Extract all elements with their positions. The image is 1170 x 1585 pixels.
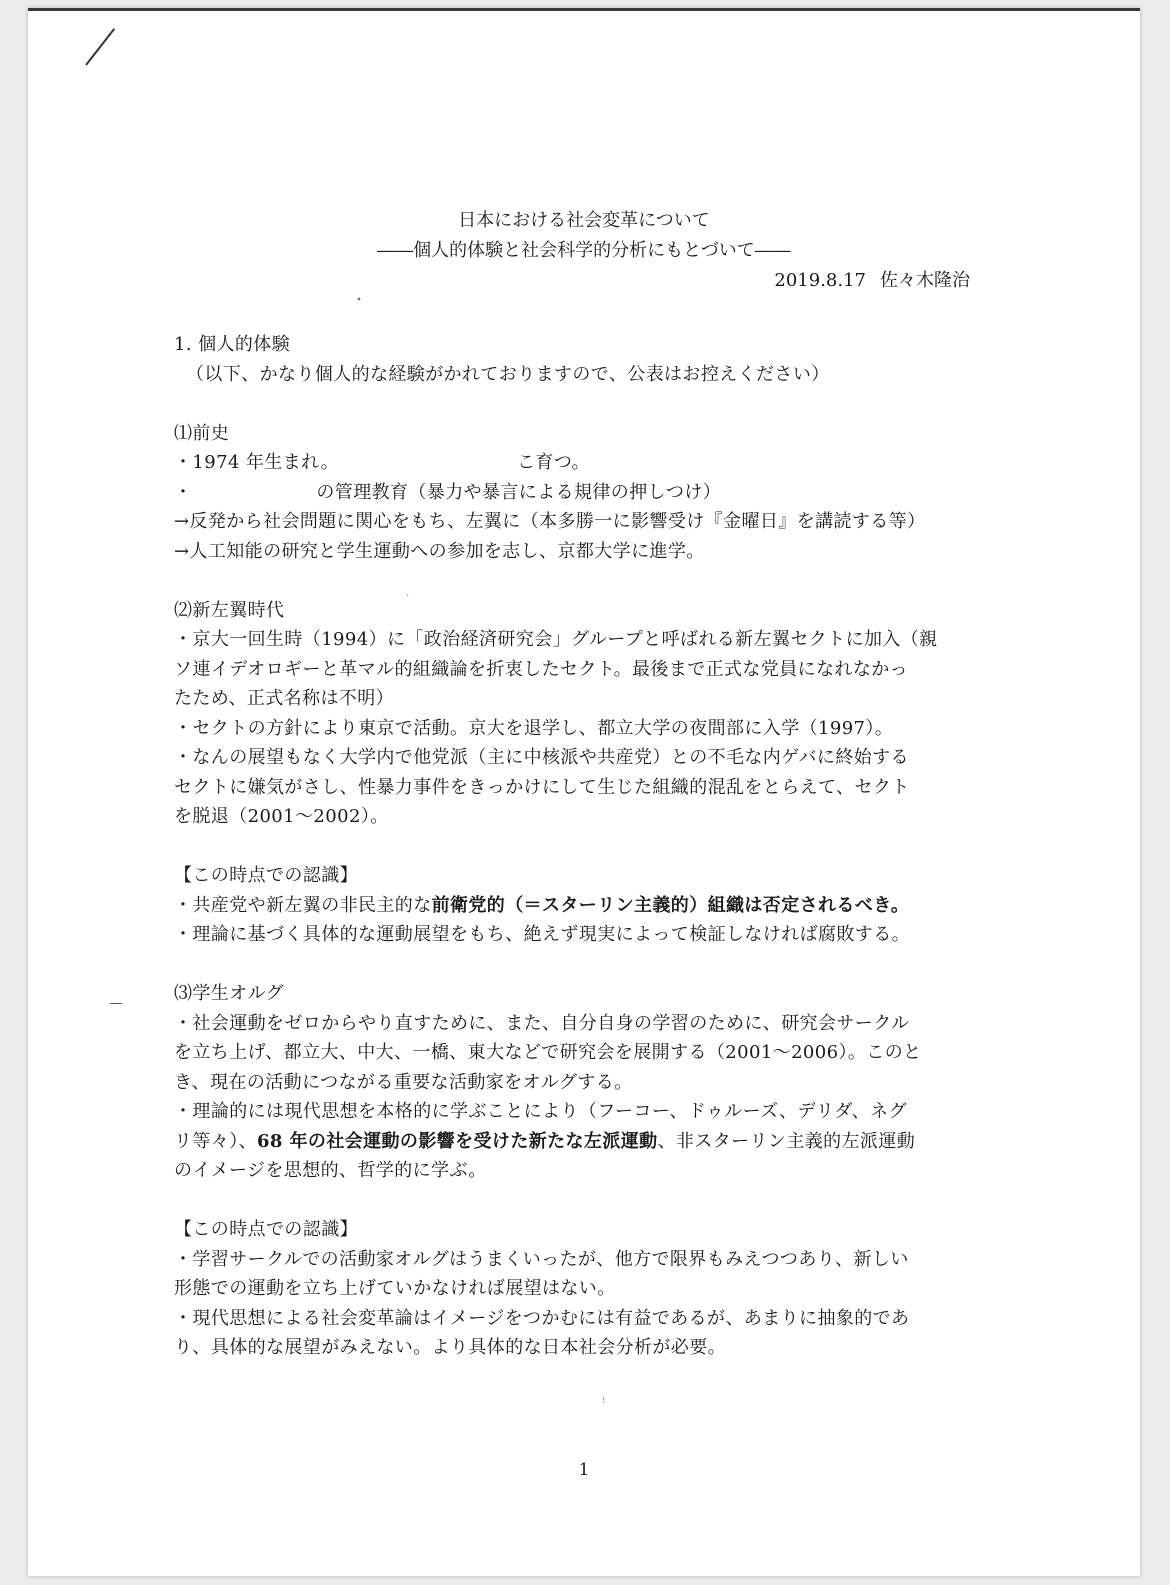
paragraph-line: を脱退（2001～2002）。 — [174, 806, 389, 827]
paragraph-line: 形態での運動を立ち上げていかなければ展望はない。 — [174, 1278, 616, 1299]
recognition-heading: 【この時点での認識】 — [174, 865, 358, 886]
section-heading: 1. 個人的体験 — [174, 334, 291, 355]
paragraph-line: のイメージを思想的、哲学的に学ぶ。 — [174, 1160, 487, 1181]
date-author-line — [774, 266, 970, 296]
paragraph-line: たため、正式名称は不明） — [174, 688, 395, 709]
document-title: 日本における社会変革について — [458, 210, 710, 231]
paragraph-line — [174, 478, 974, 508]
margin-mark — [110, 1003, 122, 1004]
paragraph-line: ・セクトの方針により東京で活動。京大を退学し、都立大学の夜間部に入学（1997）。 — [174, 717, 894, 739]
text-span: の管理教育（暴力や暴言による規律の押しつけ） — [316, 481, 722, 503]
paragraph-line: ・社会運動をゼロからやり直すために、また、自分自身の学習のために、研究会サークル — [174, 1012, 910, 1034]
title-block — [28, 206, 1140, 266]
subsection-heading: ⑵新左翼時代 — [174, 599, 285, 621]
bold-text: 前衛党的（＝スターリン主義的）組織は否定されるべき。 — [431, 894, 910, 916]
paragraph-line: ・理論的には現代思想を本格的に学ぶことにより（フーコー、ドゥルーズ、デリダ、ネグ — [174, 1101, 907, 1122]
paragraph-line: ・なんの展望もなく大学内で他党派（主に中核派や共産党）との不毛な内ゲバに終始する — [174, 747, 909, 768]
paragraph-line — [174, 448, 974, 478]
paragraph-line: ・学習サークルでの活動家オルグはうまくいったが、他方で限界もみえつつあり、新しい — [174, 1248, 909, 1270]
recognition-heading: 【この時点での認識】 — [174, 1219, 358, 1240]
paragraph-line: き、現在の活動につながる重要な活動家をオルグする。 — [174, 1071, 633, 1093]
section-note: （以下、かなり個人的な経験がかれておりますので、公表はお控えください） — [186, 363, 830, 385]
pen-mark — [85, 28, 115, 65]
paragraph-line: り、具体的な展望がみえない。より具体的な日本社会分析が必要。 — [174, 1337, 726, 1358]
document-body — [174, 330, 974, 1363]
document-subtitle: ――個人的体験と社会科学的分析にもとづいて―― — [377, 240, 791, 261]
document-author: 佐々木隆治 — [880, 270, 970, 291]
scan-speck: ⁝ — [602, 1395, 606, 1406]
text-span: ・ — [174, 481, 193, 503]
paragraph-line: ソ連イデオロギーと革マル的組織論を折衷したセクト。最後まで正式な党員になれなかっ — [174, 658, 909, 680]
paragraph-line: ・現代思想による社会変革論はイメージをつかむには有益であるが、あまりに抽象的であ — [174, 1307, 910, 1329]
paragraph-line — [174, 1127, 974, 1157]
paragraph-line: ・京大一回生時（1994）に「政治経済研究会」グループと呼ばれる新左翼セクトに加入（親 — [174, 629, 938, 650]
scan-top-edge — [28, 8, 1140, 11]
bold-text: 68 年の社会運動の影響を受けた新たな左派運動 — [257, 1130, 658, 1152]
paragraph-line: →反発から社会問題に関心をもち、左翼に（本多勝一に影響受け『金曜日』を講読する等） — [174, 511, 926, 532]
subsection-heading: ⑴前史 — [174, 422, 230, 444]
text-span: こ育つ。 — [517, 452, 590, 473]
text-span: ・共産党や新左翼の非民主的な — [174, 894, 432, 916]
document-date: 2019.8.17 — [774, 270, 866, 291]
page-number: 1 — [578, 1460, 590, 1480]
text-span: リ等々）、 — [174, 1130, 257, 1152]
paragraph-line: ・理論に基づく具体的な運動展望をもち、絶えず現実によって検証しなければ腐敗する。 — [174, 924, 910, 945]
text-span: ・1974 年生まれ。 — [174, 452, 340, 473]
paragraph-line: →人工知能の研究と学生運動への参加を志し、京都大学に進学。 — [174, 540, 705, 562]
paragraph-line: を立ち上げ、都立大、中大、一橋、東大などで研究会を展開する（2001～2006）。このと — [174, 1042, 922, 1063]
document-page — [28, 8, 1140, 1576]
text-span: 、非スターリン主義的左派運動 — [657, 1130, 916, 1152]
scan-speck: · — [406, 591, 410, 602]
paragraph-line — [174, 891, 974, 921]
paragraph-line: セクトに嫌気がさし、性暴力事件をきっかけにして生じた組織的混乱をとらえて、セクト — [174, 776, 910, 798]
subsection-heading: ⑶学生オルグ — [174, 983, 285, 1004]
scan-speck: • — [356, 295, 362, 306]
